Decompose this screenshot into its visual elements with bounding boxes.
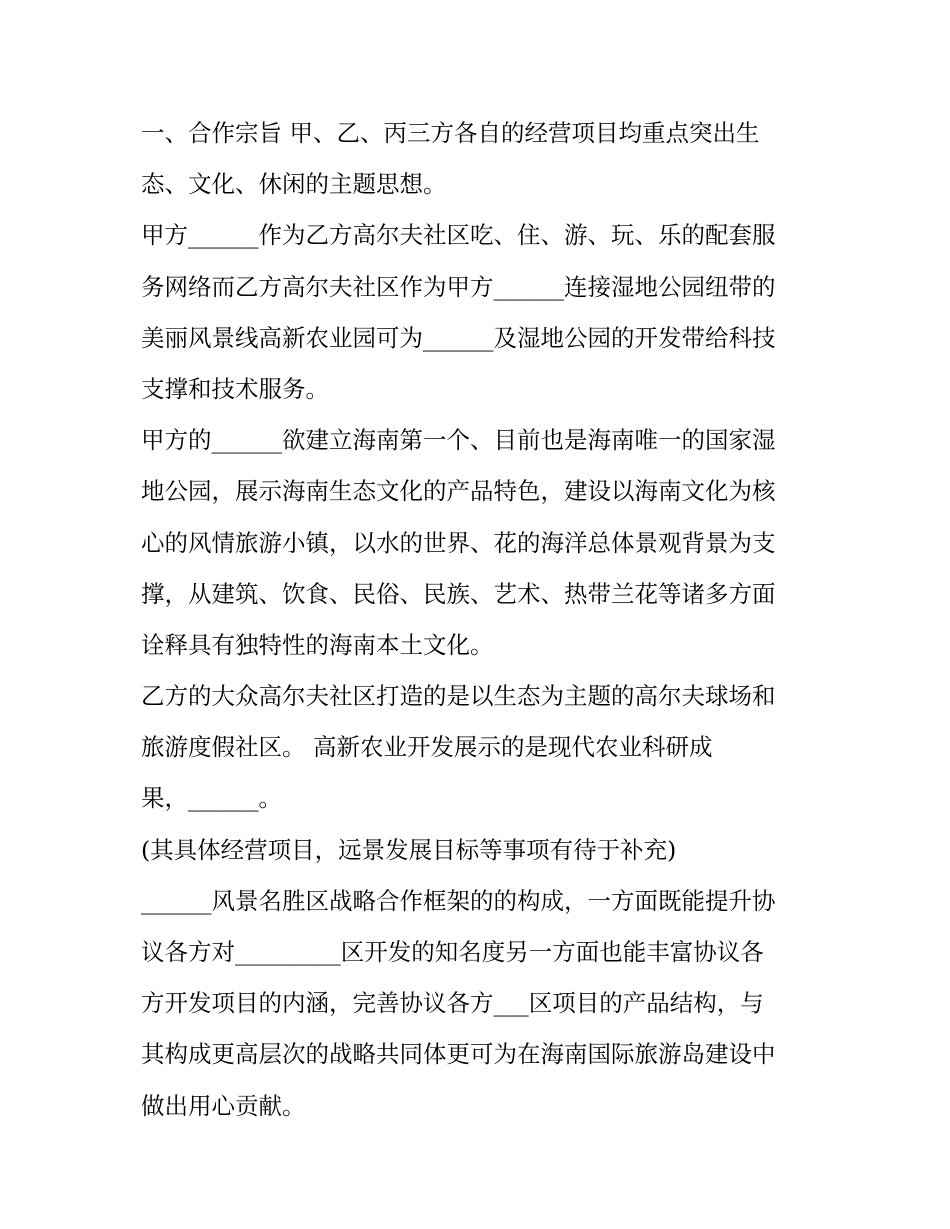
text-line: 做出用心贡献。 bbox=[141, 1091, 306, 1120]
text-line: 方开发项目的内涵，完善协议各方___区项目的产品结构，与 bbox=[141, 989, 764, 1018]
text-line: 美丽风景线高新农业园可为______及湿地公园的开发带给科技 bbox=[141, 323, 776, 352]
text-line: 甲方的______欲建立海南第一个、目前也是海南唯一的国家湿 bbox=[141, 426, 776, 455]
text-line: 一、合作宗旨 甲、乙、丙三方各自的经营项目均重点突出生 bbox=[141, 119, 760, 147]
text-line: (其具体经营项目，远景发展目标等事项有待于补充) bbox=[141, 835, 677, 864]
text-line: 甲方______作为乙方高尔夫社区吃、住、游、玩、乐的配套服 bbox=[141, 221, 776, 250]
text-line: 态、文化、休闲的主题思想。 bbox=[141, 170, 447, 199]
document-body bbox=[141, 108, 817, 1132]
text-line: 地公园，展示海南生态文化的产品特色，建设以海南文化为核 bbox=[141, 477, 776, 506]
text-line: 果，______。 bbox=[141, 784, 282, 813]
text-line: 乙方的大众高尔夫社区打造的是以生态为主题的高尔夫球场和 bbox=[141, 682, 776, 711]
text-line: 议各方对_________区开发的知名度另一方面也能丰富协议各 bbox=[141, 938, 764, 966]
text-line: 支撑和技术服务。 bbox=[141, 374, 329, 403]
text-line: 诠释具有独特性的海南本土文化。 bbox=[141, 630, 494, 659]
text-line: 其构成更高层次的战略共同体更可为在海南国际旅游岛建设中 bbox=[141, 1040, 776, 1069]
text-line: 务网络而乙方高尔夫社区作为甲方______连接湿地公园纽带的 bbox=[141, 272, 776, 301]
text-line: 心的风情旅游小镇，以水的世界、花的海洋总体景观背景为支 bbox=[141, 528, 776, 557]
text-line: 旅游度假社区。 高新农业开发展示的是现代农业科研成 bbox=[141, 733, 713, 762]
text-line: 撑，从建筑、饮食、民俗、民族、艺术、热带兰花等诸多方面 bbox=[141, 579, 776, 608]
text-line: ______风景名胜区战略合作框架的的构成，一方面既能提升协 bbox=[141, 886, 776, 915]
